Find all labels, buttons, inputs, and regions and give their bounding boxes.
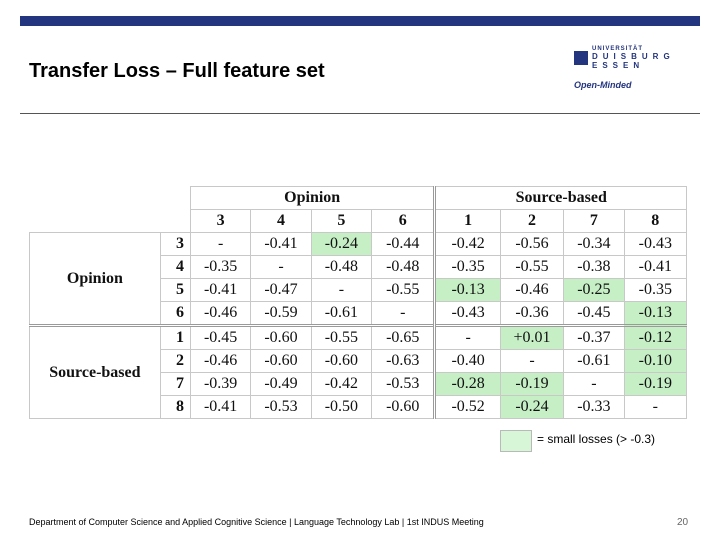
table-cell: -0.42 bbox=[311, 373, 371, 396]
table-cell: - bbox=[190, 233, 250, 256]
logo-line2: ESSEN bbox=[592, 61, 645, 70]
col-label: 1 bbox=[435, 210, 500, 233]
row-label: 7 bbox=[160, 373, 190, 396]
col-group-header: Opinion bbox=[190, 187, 434, 210]
table-cell: -0.43 bbox=[435, 302, 500, 326]
logo-mark-icon bbox=[574, 51, 588, 65]
group-header-row bbox=[30, 187, 687, 210]
table-cell: -0.41 bbox=[251, 233, 311, 256]
table-cell: -0.53 bbox=[251, 396, 311, 419]
row-group-header: Opinion bbox=[30, 233, 161, 326]
row-label: 6 bbox=[160, 302, 190, 326]
col-label: 6 bbox=[372, 210, 435, 233]
table-cell: -0.34 bbox=[564, 233, 624, 256]
col-label: 7 bbox=[564, 210, 624, 233]
table-cell: -0.35 bbox=[190, 256, 250, 279]
table-cell: -0.45 bbox=[564, 302, 624, 326]
table-cell: -0.49 bbox=[251, 373, 311, 396]
table-cell: -0.47 bbox=[251, 279, 311, 302]
table-cell: -0.35 bbox=[435, 256, 500, 279]
table-cell: -0.46 bbox=[190, 302, 250, 326]
row-label: 2 bbox=[160, 350, 190, 373]
col-label: 4 bbox=[251, 210, 311, 233]
table-cell: -0.63 bbox=[372, 350, 435, 373]
logo-line1: DUISBURG bbox=[592, 52, 675, 61]
table-cell: -0.55 bbox=[500, 256, 563, 279]
table-cell: -0.41 bbox=[190, 279, 250, 302]
table-cell: -0.25 bbox=[564, 279, 624, 302]
column-label-row bbox=[30, 210, 687, 233]
table-cell: - bbox=[251, 256, 311, 279]
table-cell: -0.50 bbox=[311, 396, 371, 419]
table-cell: -0.60 bbox=[251, 326, 311, 350]
table-row bbox=[30, 233, 687, 256]
table-cell: -0.13 bbox=[435, 279, 500, 302]
table-cell: -0.60 bbox=[251, 350, 311, 373]
row-label: 3 bbox=[160, 233, 190, 256]
table-cell: -0.40 bbox=[435, 350, 500, 373]
col-label: 5 bbox=[311, 210, 371, 233]
table-cell: -0.44 bbox=[372, 233, 435, 256]
col-label: 8 bbox=[624, 210, 686, 233]
table-cell: -0.42 bbox=[435, 233, 500, 256]
row-label: 1 bbox=[160, 326, 190, 350]
table-cell: -0.61 bbox=[311, 302, 371, 326]
table-cell: -0.19 bbox=[500, 373, 563, 396]
table-cell: -0.28 bbox=[435, 373, 500, 396]
row-group-header: Source-based bbox=[30, 326, 161, 419]
table-cell: -0.33 bbox=[564, 396, 624, 419]
row-label: 8 bbox=[160, 396, 190, 419]
top-accent-bar bbox=[20, 16, 700, 26]
table-cell: - bbox=[372, 302, 435, 326]
table-cell: - bbox=[435, 326, 500, 350]
table-cell: -0.61 bbox=[564, 350, 624, 373]
table-cell: -0.46 bbox=[500, 279, 563, 302]
table-cell: -0.10 bbox=[624, 350, 686, 373]
page-number: 20 bbox=[677, 517, 689, 528]
footer-text: Department of Computer Science and Applied Cognitive Science | Language Technology Lab | 1st INDUS Meeting bbox=[29, 517, 484, 527]
slide-title: Transfer Loss – Full feature set bbox=[29, 60, 325, 82]
table-cell: -0.45 bbox=[190, 326, 250, 350]
table-cell: - bbox=[500, 350, 563, 373]
table-cell: - bbox=[311, 279, 371, 302]
table-cell: -0.39 bbox=[190, 373, 250, 396]
col-label: 2 bbox=[500, 210, 563, 233]
table-cell: -0.65 bbox=[372, 326, 435, 350]
table-cell: -0.48 bbox=[311, 256, 371, 279]
table-cell: -0.13 bbox=[624, 302, 686, 326]
legend-swatch bbox=[500, 430, 532, 452]
table-cell: -0.55 bbox=[372, 279, 435, 302]
table-cell: -0.56 bbox=[500, 233, 563, 256]
university-logo bbox=[574, 46, 694, 98]
table-cell: -0.36 bbox=[500, 302, 563, 326]
table-row bbox=[30, 326, 687, 350]
table-cell: -0.38 bbox=[564, 256, 624, 279]
row-label: 4 bbox=[160, 256, 190, 279]
table-cell: -0.60 bbox=[372, 396, 435, 419]
transfer-loss-matrix bbox=[29, 186, 687, 419]
table-cell: -0.46 bbox=[190, 350, 250, 373]
table-cell: -0.43 bbox=[624, 233, 686, 256]
table-cell: -0.60 bbox=[311, 350, 371, 373]
table-cell: -0.55 bbox=[311, 326, 371, 350]
table-cell: - bbox=[624, 396, 686, 419]
table-cell: -0.52 bbox=[435, 396, 500, 419]
col-label: 3 bbox=[190, 210, 250, 233]
table-cell: -0.53 bbox=[372, 373, 435, 396]
logo-universitaet: UNIVERSITÄT bbox=[592, 46, 644, 52]
table-cell: -0.37 bbox=[564, 326, 624, 350]
row-label: 5 bbox=[160, 279, 190, 302]
table-cell: -0.59 bbox=[251, 302, 311, 326]
title-divider bbox=[20, 113, 700, 114]
table-cell: -0.12 bbox=[624, 326, 686, 350]
logo-tagline: Open-Minded bbox=[574, 80, 632, 90]
table-cell: -0.35 bbox=[624, 279, 686, 302]
table-cell: -0.24 bbox=[311, 233, 371, 256]
table-cell: - bbox=[564, 373, 624, 396]
table-cell: -0.41 bbox=[624, 256, 686, 279]
table-cell: -0.19 bbox=[624, 373, 686, 396]
legend-text: = small losses (> -0.3) bbox=[537, 432, 656, 446]
table-cell: -0.48 bbox=[372, 256, 435, 279]
col-group-header: Source-based bbox=[435, 187, 687, 210]
table-cell: -0.24 bbox=[500, 396, 563, 419]
table-cell: -0.41 bbox=[190, 396, 250, 419]
table-cell: +0.01 bbox=[500, 326, 563, 350]
